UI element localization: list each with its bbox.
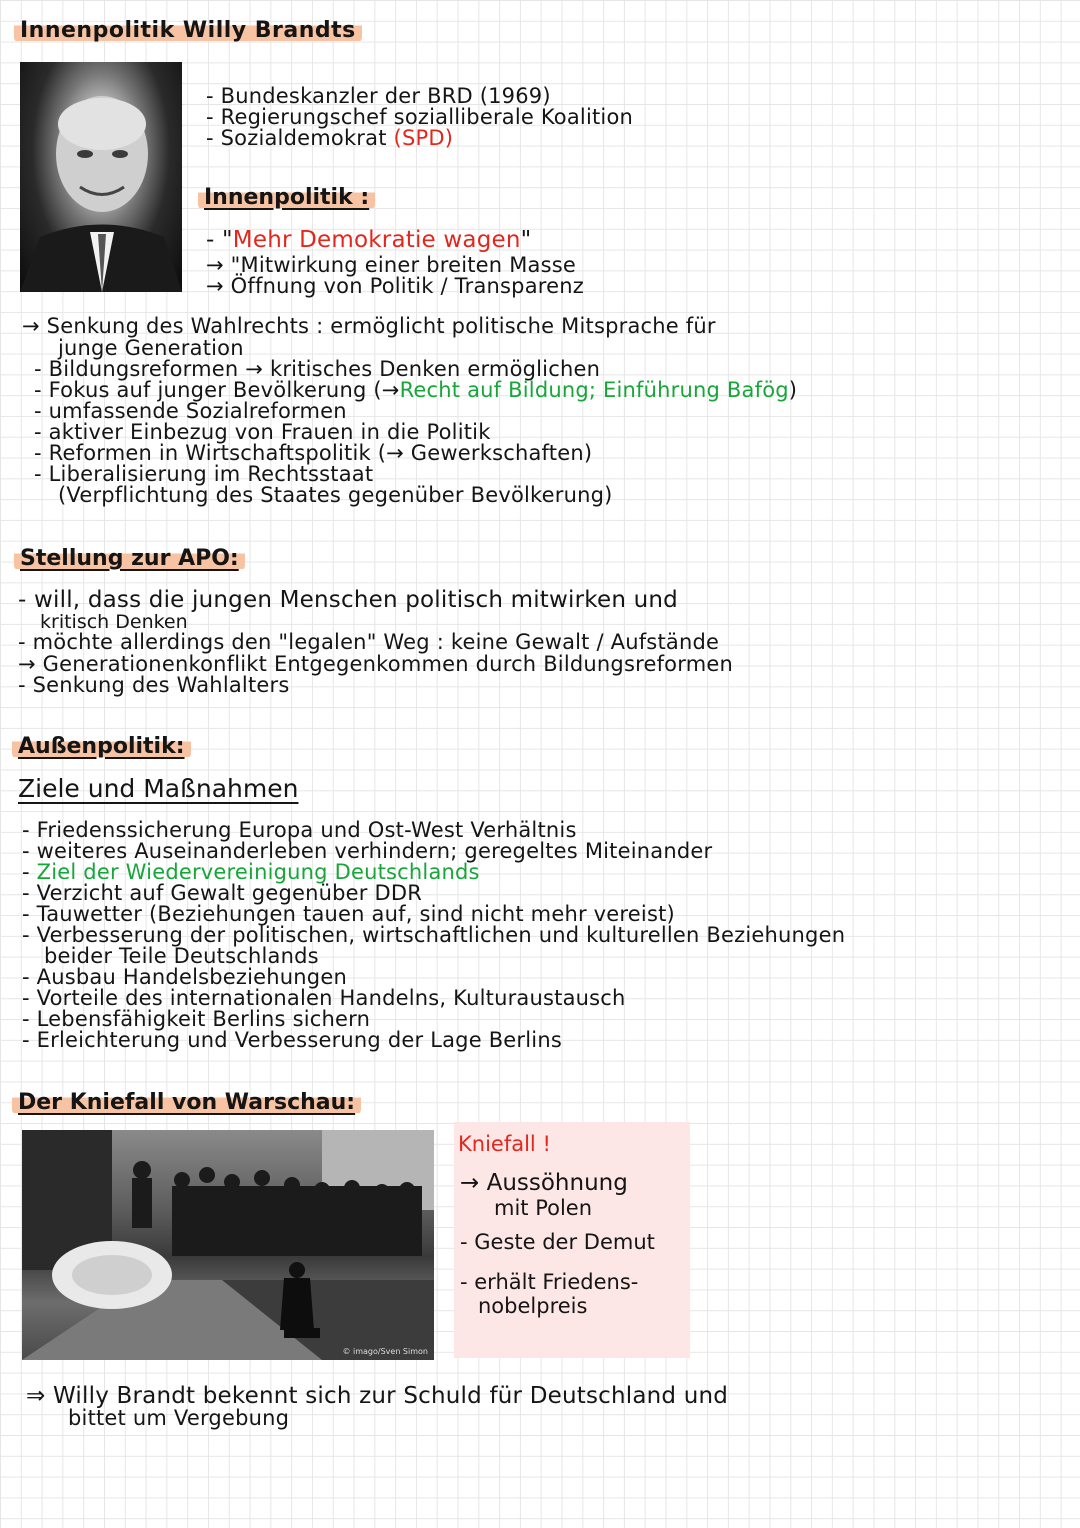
note-line-5: nobelpreis [478,1294,588,1318]
apo-line-2: kritisch Denken [40,611,188,633]
kniefall-note-box [454,1122,690,1358]
intro-party-text: - Sozialdemokrat [206,126,387,150]
portrait-illustration [20,62,182,292]
note-line-3: - Geste der Demut [460,1230,655,1254]
measure-5: - aktiver Einbezug von Frauen in die Politik [34,420,491,444]
aussen-line-7: beider Teile Deutschlands [44,944,319,968]
measure-2: - Bildungsreformen → kritisches Denken ermöglichen [34,357,601,381]
kniefall-heading: Der Kniefall von Warschau: [12,1090,361,1115]
apo-line-4: → Generationenkonflikt Entgegenkommen durch Bildungsreformen [18,652,733,676]
aussen-heading: Außenpolitik: [12,734,191,759]
measure-7: - Liberalisierung im Rechtsstaat [34,462,374,486]
aussen-line-3: - Ziel der Wiedervereinigung Deutschlands [22,860,480,884]
aussen-line-4: - Verzicht auf Gewalt gegenüber DDR [22,881,423,905]
note-title: Kniefall ! [458,1132,551,1156]
measure-3-highlight: Recht auf Bildung; Einführung Bafög [399,378,789,402]
aussen-line-2: - weiteres Auseinanderleben verhindern; geregeltes Miteinander [22,839,713,863]
measure-6: - Reformen in Wirtschaftspolitik (→ Gewerkschaften) [34,441,593,465]
conclusion-line-1: ⇒ Willy Brandt bekennt sich zur Schuld für Deutschland und [26,1383,729,1409]
apo-line-3: - möchte allerdings den "legalen" Weg : keine Gewalt / Aufstände [18,630,720,654]
aussen-line-5: - Tauwetter (Beziehungen tauen auf, sind nicht mehr vereist) [22,902,675,926]
innen-heading: Innenpolitik : [198,185,375,210]
intro-party-label: (SPD) [393,126,454,150]
aussen-line-9: - Vorteile des internationalen Handelns, Kulturaustausch [22,986,626,1010]
slogan-text: Mehr Demokratie wagen [232,227,521,253]
innen-slogan: - "Mehr Demokratie wagen" [206,227,532,253]
note-line-2: mit Polen [494,1196,593,1220]
note-line-1: → Aussöhnung [460,1170,628,1196]
measure-4: - umfassende Sozialreformen [34,399,347,423]
aussen-line-6: - Verbesserung der politischen, wirtschaftlichen und kulturellen Beziehungen [22,923,846,947]
intro-line-3 [206,128,453,149]
intro-line-1: - Bundeskanzler der BRD (1969) [206,84,551,108]
aussen-line-8: - Ausbau Handelsbeziehungen [22,965,347,989]
kniefall-photo [22,1130,434,1360]
measure-3: - Fokus auf junger Bevölkerung (→Recht auf Bildung; Einführung Bafög) [34,378,798,402]
apo-line-1: - will, dass die jungen Menschen politisch mitwirken und [18,587,678,613]
aussen-highlight: Ziel der Wiedervereinigung Deutschlands [36,860,480,884]
aussen-line-1: - Friedenssicherung Europa und Ost-West Verhältnis [22,818,577,842]
innen-point-2: → Öffnung von Politik / Transparenz [206,274,584,298]
measure-1: → Senkung des Wahlrechts : ermöglicht politische Mitsprache für [22,314,716,338]
measure-1b: junge Generation [58,336,244,360]
photo-credit: © imago/Sven Simon [342,1347,428,1356]
portrait-photo [20,62,182,292]
note-line-4: - erhält Friedens- [460,1270,639,1294]
aussen-line-10: - Lebensfähigkeit Berlins sichern [22,1007,371,1031]
kniefall-illustration [22,1130,434,1360]
aussen-subheading: Ziele und Maßnahmen [18,774,299,803]
measure-7b: (Verpflichtung des Staates gegenüber Bevölkerung) [58,483,613,507]
intro-line-2: - Regierungschef sozialliberale Koalition [206,105,634,129]
aussen-line-11: - Erleichterung und Verbesserung der Lage Berlins [22,1028,562,1052]
apo-line-5: - Senkung des Wahlalters [18,673,290,697]
innen-point-1: → "Mitwirkung einer breiten Masse [206,253,576,277]
conclusion-line-2: bittet um Vergebung [68,1406,290,1430]
page-title: Innenpolitik Willy Brandts [14,18,362,43]
apo-heading: Stellung zur APO: [14,546,245,571]
